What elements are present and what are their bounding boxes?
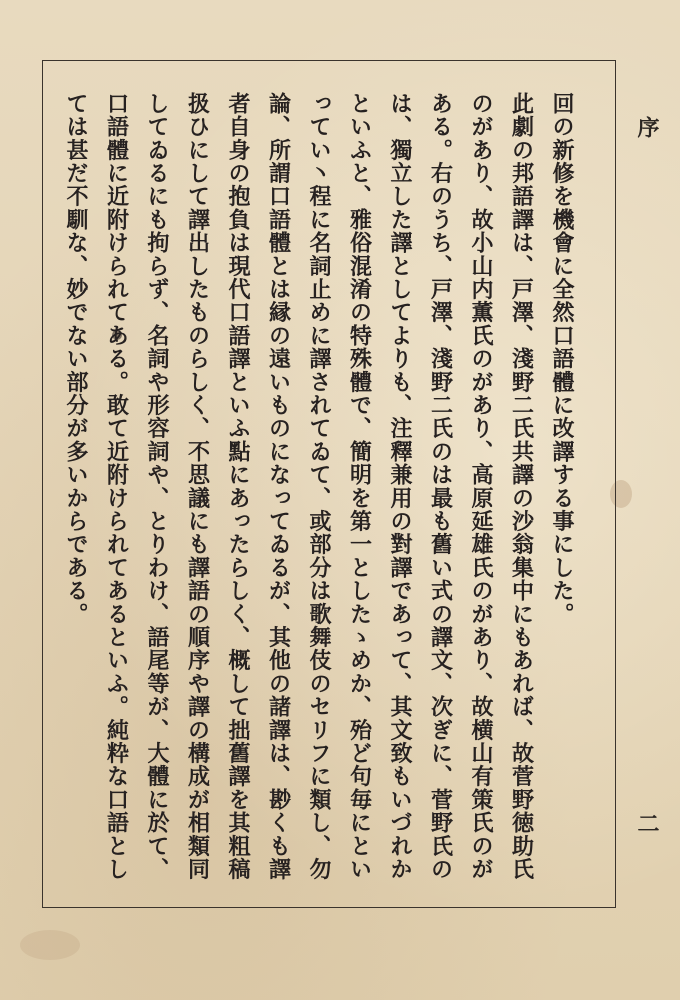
running-head: 序 [634,116,660,138]
paper-stain [20,930,80,960]
text-area [42,92,616,882]
paragraph: 回の新修を機會に全然口語體に改譯する事にした。 [549,92,575,626]
body-text [56,92,583,882]
paragraph: 此劇の邦語譯は、戸澤、淺野二氏共譯の沙翁集中にもあれば、故菅野徳助氏のがあり、故小山内薫氏のがあり、高原延雄氏のがあり、故横山有策氏のがある。右のうち、戸澤、淺野二氏のは最も舊い式の譯文、次ぎに、菅野氏のは、獨立した譯としてよりも、注釋兼用の對譯であって、其文致もいづれかといふと、雅俗混淆の特殊體で、簡明を第一としたゝめか、殆ど句毎にといってい丶程に名詞止めに譯されてゐて、或部分は歌舞伎のセリフに類し、勿論、所謂口語體とは縁の遠いものになってゐるが、其他の諸譯は、尠くも譯者自身の抱負は現代口語譯といふ點にあったらしく、概して拙舊譯を其粗稿扱ひにして譯出したものらしく、不思議にも譯語の順序や譯の構成が相類同してゐるにも拘らず、名詞や形容詞や、とりわけ、語尾等が、大體に於て、口語體に近附けられてある。敢て近附けられてあるといふ。純粋な口語としては甚だ不馴な、妙でない部分が多いからである。 [63,92,535,881]
page-number: 二 [634,812,660,834]
